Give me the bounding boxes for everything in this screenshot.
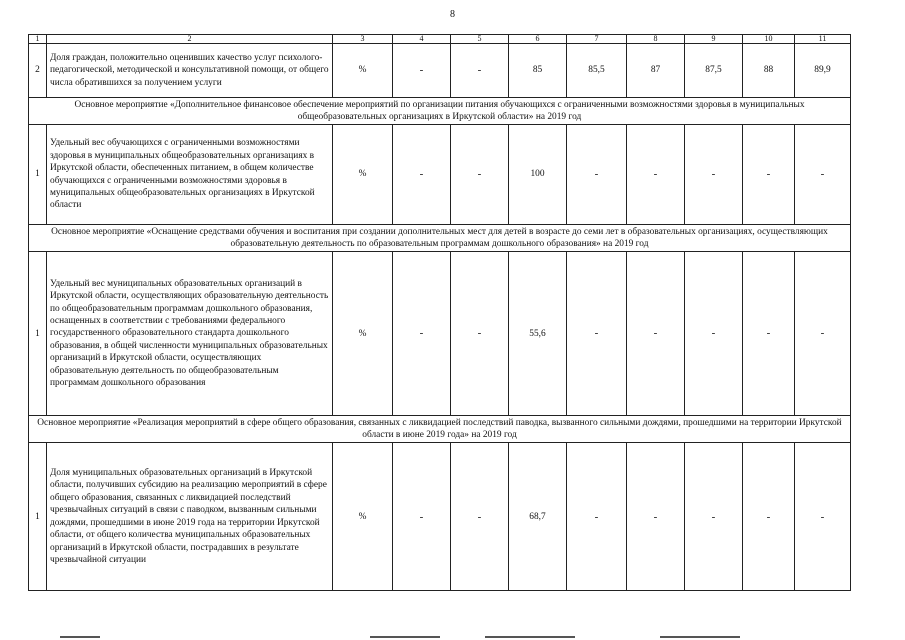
indicator-name: Доля граждан, положительно оценивших качество услуг психолого-педагогической, методической и консультативной помощи, от общего числа обратившихся за получением услуги [47, 44, 333, 98]
row-number: 2 [29, 44, 47, 98]
section-title: Основное мероприятие «Оснащение средствами обучения и воспитания при создании дополнительных мест для детей в возрасте до семи лет в образовательных организациях, осуществляющих образовательную деятельность по образовательным программам дошкольного образования» на 2019 год [29, 225, 851, 252]
column-number: 8 [627, 35, 685, 44]
value-cell: - [451, 44, 509, 98]
unit-cell: % [333, 443, 393, 591]
unit-cell: % [333, 44, 393, 98]
column-number-row [29, 35, 851, 44]
scan-mark [660, 636, 740, 638]
row-number: 1 [29, 125, 47, 225]
value-cell: - [685, 252, 743, 416]
table-row [29, 252, 851, 416]
value-cell: 85 [509, 44, 567, 98]
value-cell: - [451, 252, 509, 416]
value-cell: 87 [627, 44, 685, 98]
column-number: 9 [685, 35, 743, 44]
value-cell: 68,7 [509, 443, 567, 591]
value-cell: - [627, 252, 685, 416]
row-number: 1 [29, 252, 47, 416]
value-cell: - [685, 443, 743, 591]
value-cell: - [393, 252, 451, 416]
value-cell: - [567, 125, 627, 225]
page-number: 8 [450, 9, 455, 20]
scan-mark [60, 636, 100, 638]
value-cell: 100 [509, 125, 567, 225]
value-cell: 89,9 [795, 44, 851, 98]
value-cell: - [451, 125, 509, 225]
column-number: 5 [451, 35, 509, 44]
indicator-name: Доля муниципальных образовательных организаций в Иркутской области, получивших субсидию на реализацию мероприятий в сфере общего образования, связанных с ликвидацией последствий чрезвычайных ситуаций в связи с паводком, вызванным сильными дождями, прошедшими в июне 2019 года на территории Иркутской области, от общего количества муниципальных образовательных организаций в Иркутской области, пострадавших в результате чрезвычайной ситуации [47, 443, 333, 591]
column-number: 4 [393, 35, 451, 44]
value-cell: - [393, 125, 451, 225]
column-number: 2 [47, 35, 333, 44]
value-cell: - [627, 125, 685, 225]
table-row [29, 443, 851, 591]
value-cell: - [743, 125, 795, 225]
value-cell: 88 [743, 44, 795, 98]
value-cell: - [393, 443, 451, 591]
unit-cell: % [333, 252, 393, 416]
scan-mark [370, 636, 440, 638]
scan-edge-marks [0, 634, 905, 640]
value-cell: - [685, 125, 743, 225]
unit-cell: % [333, 125, 393, 225]
section-title: Основное мероприятие «Реализация мероприятий в сфере общего образования, связанных с ликвидацией последствий паводка, вызванного сильными дождями, прошедшими на территории Иркутской области в июне 2019 года» на 2019 год [29, 416, 851, 443]
section-title: Основное мероприятие «Дополнительное финансовое обеспечение мероприятий по организации питания обучающихся с ограниченными возможностями здоровья в муниципальных общеобразовательных организациях в Иркутской области» на 2019 год [29, 98, 851, 125]
value-cell: 87,5 [685, 44, 743, 98]
section-row [29, 416, 851, 443]
table-row [29, 125, 851, 225]
value-cell: - [743, 252, 795, 416]
value-cell: - [567, 252, 627, 416]
indicator-name: Удельный вес обучающихся с ограниченными возможностями здоровья в муниципальных общеобразовательных организациях в Иркутской области, обеспеченных питанием, в общем количестве обучающихся с ограниченными возможностями здоровья в муниципальных общеобразовательных организациях в Иркутской области [47, 125, 333, 225]
value-cell: - [743, 443, 795, 591]
column-number: 6 [509, 35, 567, 44]
column-number: 1 [29, 35, 47, 44]
scan-mark [485, 636, 575, 638]
value-cell: - [393, 44, 451, 98]
value-cell: - [567, 443, 627, 591]
value-cell: 55,6 [509, 252, 567, 416]
value-cell: - [795, 443, 851, 591]
value-cell: 85,5 [567, 44, 627, 98]
value-cell: - [451, 443, 509, 591]
value-cell: - [795, 125, 851, 225]
column-number: 10 [743, 35, 795, 44]
column-number: 7 [567, 35, 627, 44]
indicators-table [28, 34, 851, 591]
section-row [29, 98, 851, 125]
value-cell: - [795, 252, 851, 416]
row-number: 1 [29, 443, 47, 591]
section-row [29, 225, 851, 252]
column-number: 11 [795, 35, 851, 44]
table-row [29, 44, 851, 98]
indicator-name: Удельный вес муниципальных образовательных организаций в Иркутской области, осуществляющих образовательную деятельность по общеобразовательным программам дошкольного образования, оснащенных в соответствии с требованиями федерального государственного образовательного стандарта дошкольного образования, в общей численности муниципальных образовательных организаций в Иркутской области, осуществляющих образовательную деятельность по общеобразовательным программам дошкольного образования [47, 252, 333, 416]
column-number: 3 [333, 35, 393, 44]
value-cell: - [627, 443, 685, 591]
